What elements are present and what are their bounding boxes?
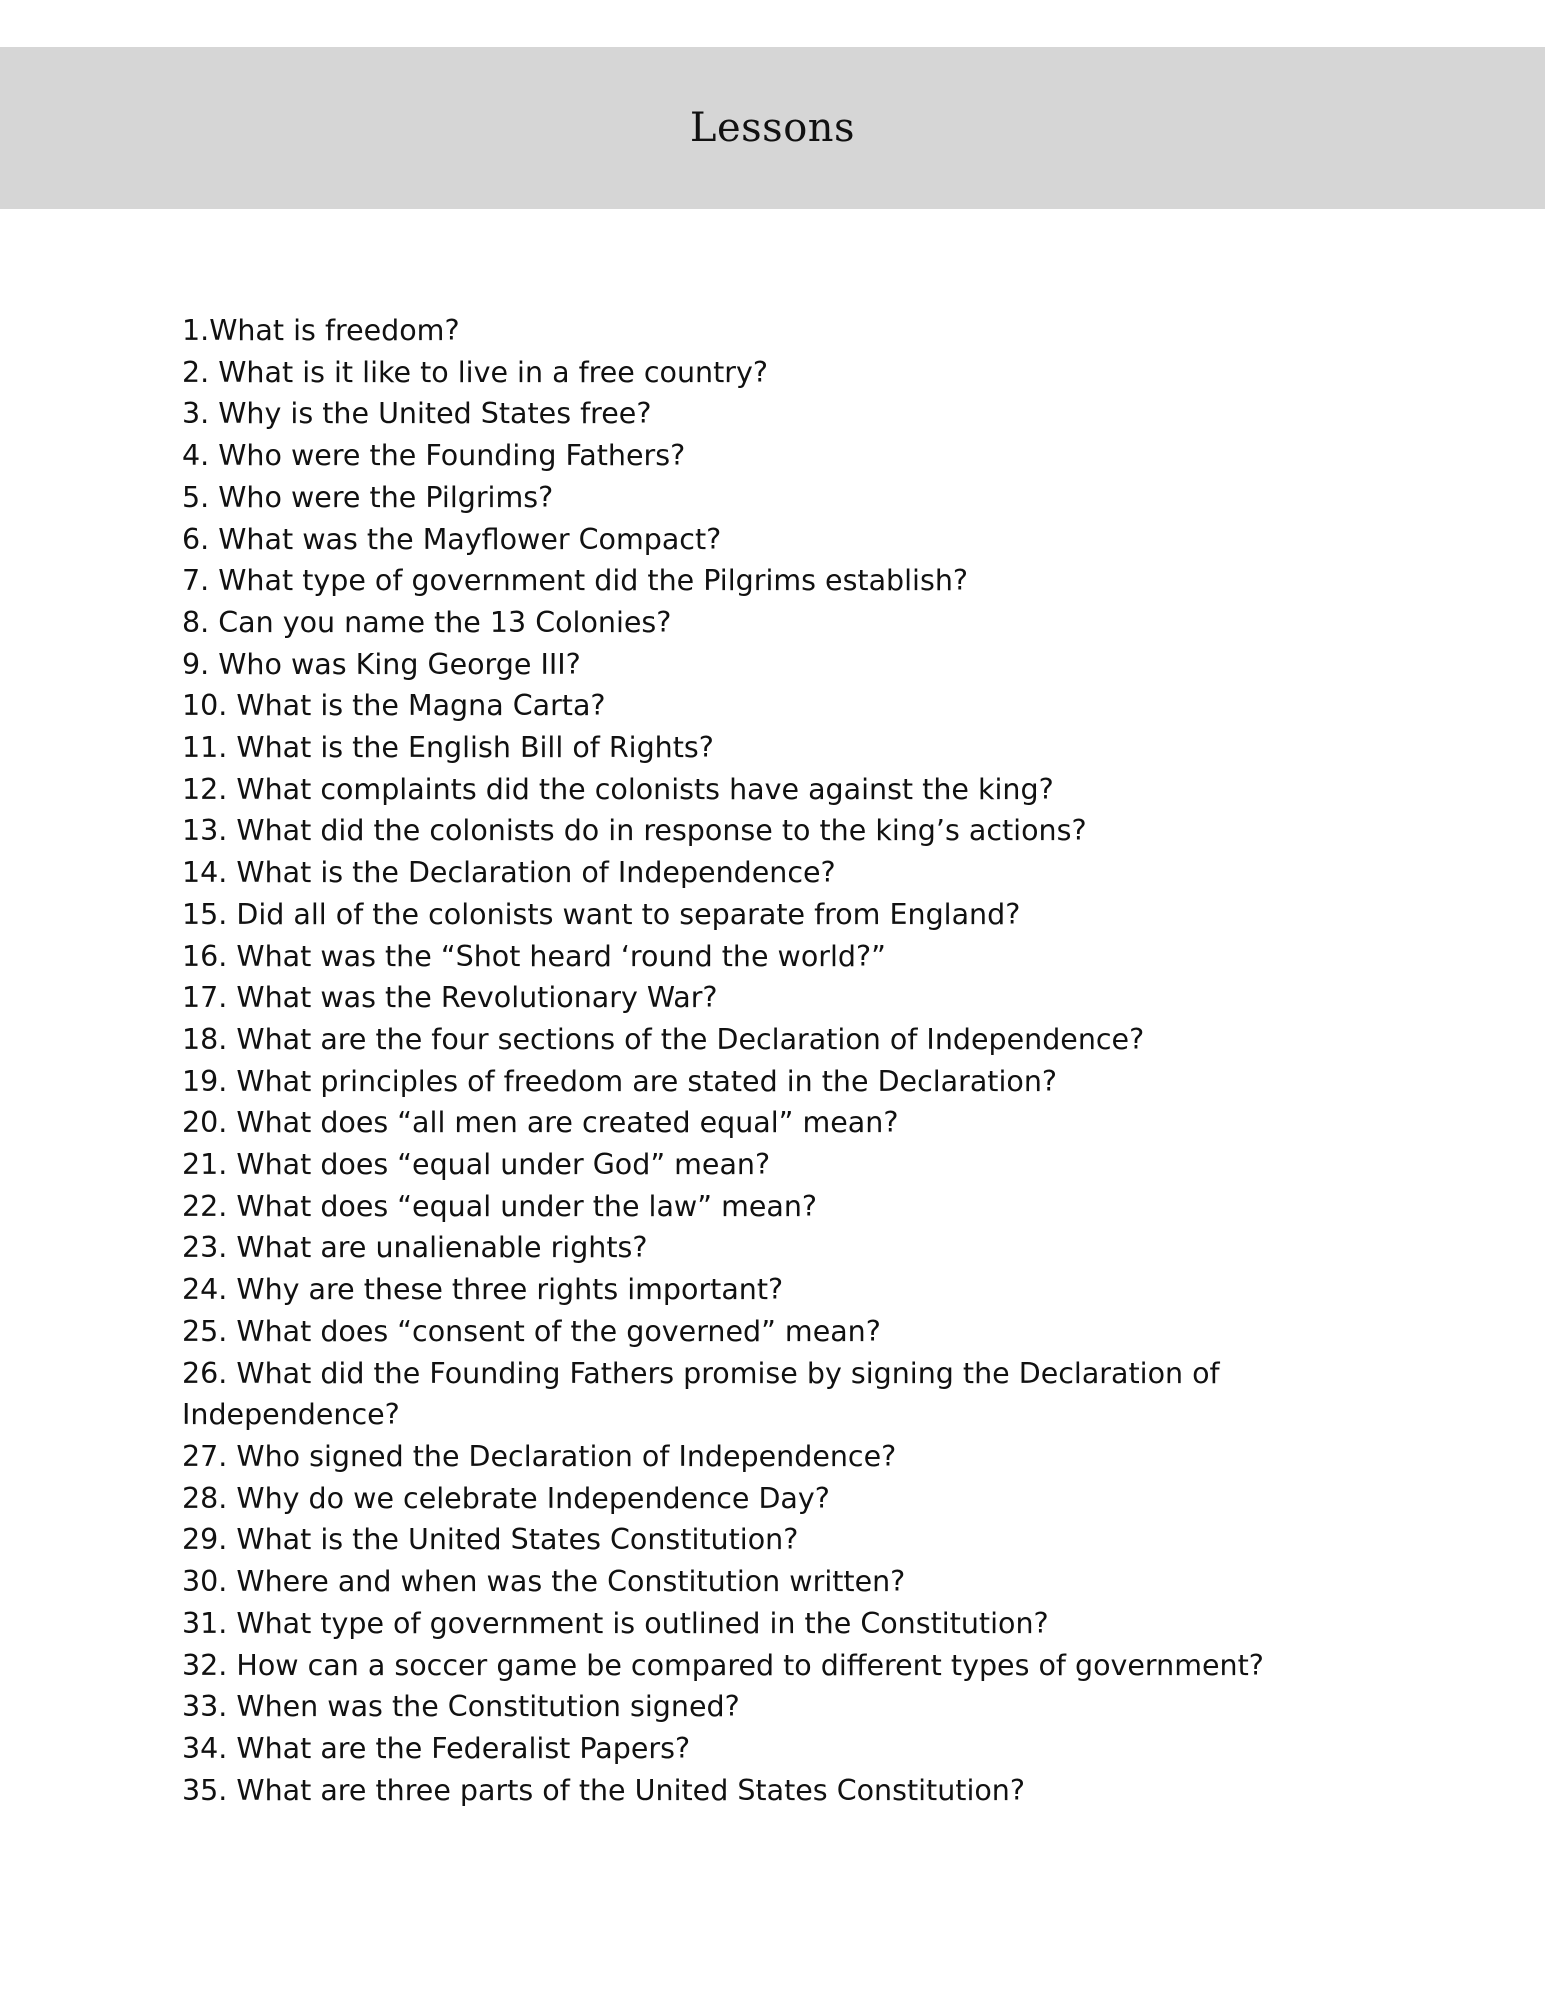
lesson-item: 17. What was the Revolutionary War?: [182, 981, 718, 1015]
header-band: [0, 47, 1545, 209]
lesson-item: 15. Did all of the colonists want to separate from England?: [182, 897, 1021, 931]
lesson-item: 4. Who were the Founding Fathers?: [182, 439, 686, 473]
lesson-item: 20. What does “all men are created equal” mean?: [182, 1106, 899, 1140]
lesson-item: 25. What does “consent of the governed” mean?: [182, 1314, 881, 1348]
lesson-item: 21. What does “equal under God” mean?: [182, 1148, 771, 1182]
lesson-item: 24. Why are these three rights important?: [182, 1273, 784, 1307]
lesson-item: 2. What is it like to live in a free country?: [182, 355, 768, 389]
lesson-item: 7. What type of government did the Pilgrims establish?: [182, 564, 969, 598]
lesson-item: 27. Who signed the Declaration of Independence?: [182, 1439, 897, 1473]
lesson-item: 6. What was the Mayflower Compact?: [182, 522, 722, 556]
lesson-item: 8. Can you name the 13 Colonies?: [182, 605, 672, 639]
lesson-item: 26. What did the Founding Fathers promise by signing the Declaration of Independence?: [182, 1356, 1220, 1432]
lesson-item: 14. What is the Declaration of Independence?: [182, 856, 836, 890]
lesson-item: 31. What type of government is outlined in the Constitution?: [182, 1606, 1049, 1640]
page-title: Lessons: [689, 105, 856, 151]
lesson-item: 19. What principles of freedom are stated in the Declaration?: [182, 1064, 1058, 1098]
lesson-item: 34. What are the Federalist Papers?: [182, 1731, 691, 1765]
lesson-item: 3. Why is the United States free?: [182, 397, 652, 431]
lesson-item: 35. What are three parts of the United States Constitution?: [182, 1773, 1025, 1807]
lesson-item: 23. What are unalienable rights?: [182, 1231, 648, 1265]
lesson-item: 18. What are the four sections of the Declaration of Independence?: [182, 1022, 1145, 1056]
lesson-item: 22. What does “equal under the law” mean?: [182, 1189, 818, 1223]
lesson-item: 5. Who were the Pilgrims?: [182, 480, 554, 514]
lesson-item: 1.What is freedom?: [182, 314, 460, 347]
lesson-item: 28. Why do we celebrate Independence Day?: [182, 1481, 830, 1515]
lesson-item: 12. What complaints did the colonists have against the king?: [182, 772, 1054, 806]
lesson-item: 16. What was the “Shot heard ‘round the world?”: [182, 939, 886, 973]
lesson-item: 13. What did the colonists do in response to the king’s actions?: [182, 814, 1087, 848]
lesson-item: 10. What is the Magna Carta?: [182, 689, 606, 723]
lesson-item: 33. When was the Constitution signed?: [182, 1690, 740, 1724]
lesson-item: 32. How can a soccer game be compared to different types of government?: [182, 1648, 1264, 1682]
lesson-item: 30. Where and when was the Constitution written?: [182, 1565, 906, 1599]
lesson-item: 11. What is the English Bill of Rights?: [182, 731, 714, 765]
lesson-item: 9. Who was King George III?: [182, 647, 581, 681]
lesson-item: 29. What is the United States Constitution?: [182, 1523, 799, 1557]
lessons-list: [182, 310, 1332, 1811]
